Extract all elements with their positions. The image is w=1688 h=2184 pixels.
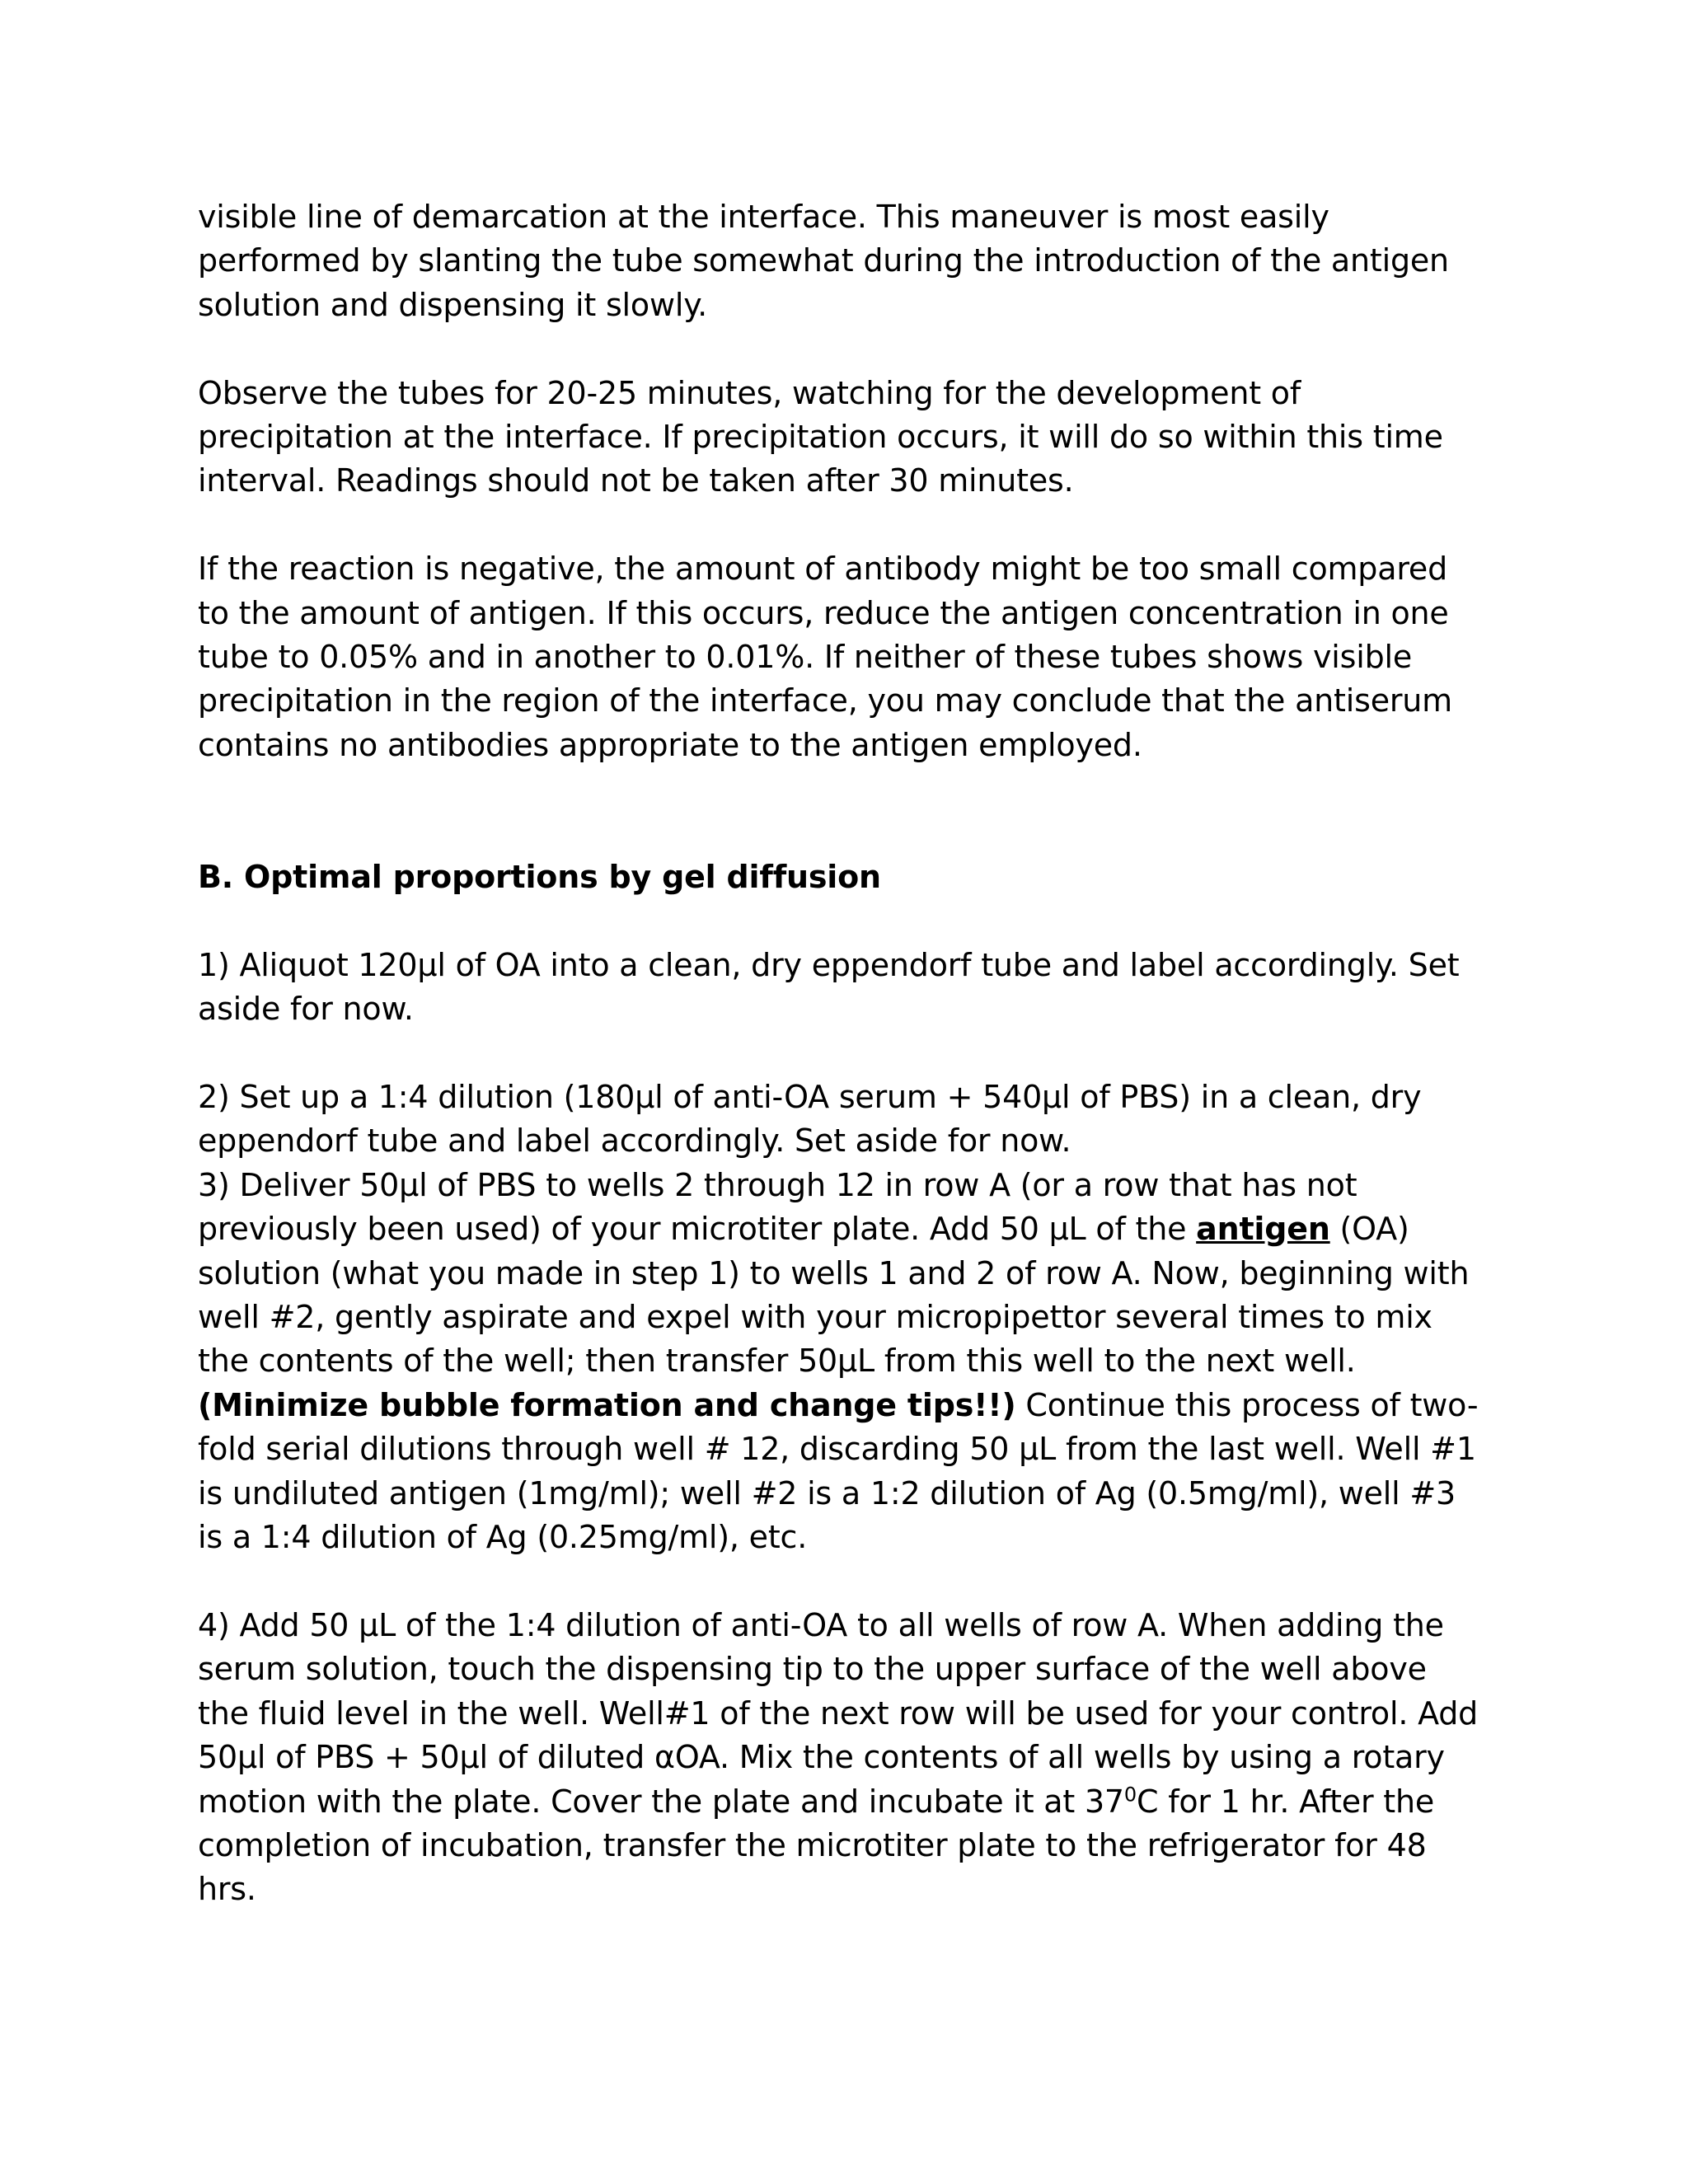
step-1: 1) Aliquot 120µl of OA into a clean, dry eppendorf tube and label accordingly. Set aside for now. — [198, 946, 1460, 1028]
section-b-heading: B. Optimal proportions by gel diffusion — [198, 859, 881, 896]
document-page — [198, 195, 1484, 1912]
bubble-warning: (Minimize bubble formation and change tips!!) — [198, 1386, 1016, 1423]
paragraph-interface-demarcation: visible line of demarcation at the interface. This maneuver is most easily performed by slanting the tube somewhat during the introduction of the antigen solution and dispensing it slowly. — [198, 199, 1449, 323]
step-3-text-a: 3) Deliver 50µl of PBS to wells 2 through 12 in row A (or a row that has not previously been used) of your microtiter plate. Add 50 µL of the — [198, 1166, 1357, 1248]
step-3 — [198, 1164, 1484, 1560]
paragraph-negative-reaction: If the reaction is negative, the amount of antibody might be too small compared to the amount of antigen. If this occurs, reduce the antigen concentration in one tube to 0.05% and in another to 0.01%. If neither of these tubes shows visible precipitation in the region of the interface, you may conclude that the antiserum contains no antibodies appropriate to the antigen employed. — [198, 551, 1453, 763]
step-4-text-a: 4) Add 50 µL of the 1:4 dilution of anti-OA to all wells of row A. When adding the serum solution, touch the dispensing tip to the upper surface of the well above the fluid level in the well. Well#1 of the next row will be used for your control. Add 50µl of PBS + 50µl of diluted αOA. Mix the contents of all wells by using a rotary motion with the plate. Cover the plate and incubate it at 37 — [198, 1606, 1479, 1820]
step-3-text-c: Continue this process of two-fold serial dilutions through well # 12, discarding 50 µL from the last well. Well #1 is undiluted antigen (1mg/ml); well #2 is a 1:2 dilution of Ag (0.5mg/ml), well #3 is a 1:4 dilution of Ag (0.25mg/ml), etc. — [198, 1386, 1479, 1556]
step-2: 2) Set up a 1:4 dilution (180µl of anti-OA serum + 540µl of PBS) in a clean, dry eppendorf tube and label accordingly. Set aside for now. — [198, 1079, 1422, 1160]
paragraph-observe-tubes: Observe the tubes for 20-25 minutes, watching for the development of precipitation at the interface. If precipitation occurs, it will do so within this time interval. Readings should not be taken after 30 minutes. — [198, 374, 1443, 499]
step-4-text-b: C for 1 hr. After the completion of incubation, transfer the microtiter plate to the refrigerator for 48 hrs. — [198, 1783, 1435, 1908]
step-4 — [198, 1604, 1484, 1912]
step-3-text-b: (OA) solution (what you made in step 1) to wells 1 and 2 of row A. Now, beginning with well #2, gently aspirate and expel with your micropipettor several times to mix the contents of the well; then transfer 50µL from this well to the next well. — [198, 1211, 1470, 1380]
antigen-emphasis: antigen — [1196, 1211, 1330, 1248]
degree-superscript: 0 — [1123, 1782, 1137, 1806]
